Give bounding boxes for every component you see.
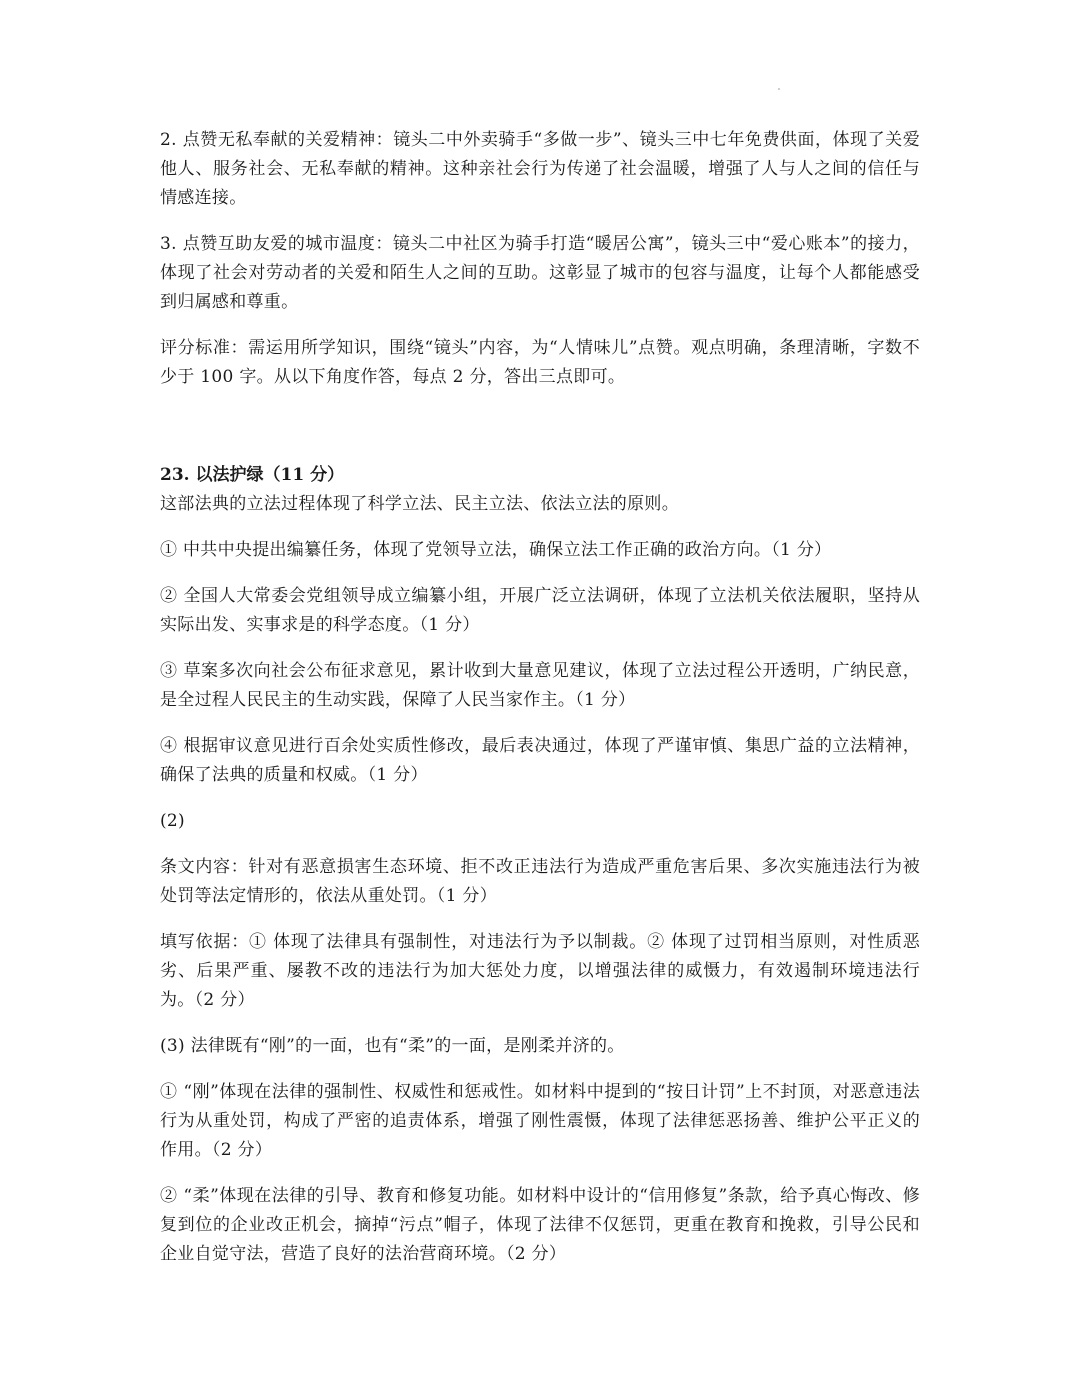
answer-22-item-3: 3. 点赞互助友爱的城市温度：镜头二中社区为骑手打造“暖居公寓”，镜头三中“爱心账本”的接力，体现了社会对劳动者的关爱和陌生人之间的互助。这彰显了城市的包容与温度，让每个人都能感受到归属感和尊重。	[160, 234, 920, 312]
question-23-intro: 这部法典的立法过程体现了科学立法、民主立法、依法立法的原则。	[160, 494, 679, 514]
question-23-part-3-point-1: ① “刚”体现在法律的强制性、权威性和惩戒性。如材料中提到的“按日计罚”上不封顶，对恶意违法行为从重处罚，构成了严密的追责体系，增强了刚性震慑，体现了法律惩恶扬善、维护公平正义的作用。（2 分）	[160, 1082, 920, 1160]
question-23-point-4: ④ 根据审议意见进行百余处实质性修改，最后表决通过，体现了严谨审慎、集思广益的立法精神，确保了法典的质量和权威。（1 分）	[160, 736, 920, 785]
answer-22-item-2: 2. 点赞无私奉献的关爱精神：镜头二中外卖骑手“多做一步”、镜头三中七年免费供面，体现了关爱他人、服务社会、无私奉献的精神。这种亲社会行为传递了社会温暖，增强了人与人之间的信任与情感连接。	[160, 130, 920, 208]
question-23-point-1: ① 中共中央提出编纂任务，体现了党领导立法，确保立法工作正确的政治方向。（1 分）	[160, 540, 832, 560]
answer-22-scoring: 评分标准：需运用所学知识，围绕“镜头”内容，为“人情味儿”点赞。观点明确，条理清晰，字数不少于 100 字。从以下角度作答，每点 2 分，答出三点即可。	[160, 338, 920, 387]
question-23-part-3-intro: (3) 法律既有“刚”的一面，也有“柔”的一面，是刚柔并济的。	[160, 1036, 625, 1056]
question-23-point-2: ② 全国人大常委会党组领导成立编纂小组，开展广泛立法调研，体现了立法机关依法履职，坚持从实际出发、实事求是的科学态度。（1 分）	[160, 586, 920, 635]
question-23-part-3-point-2: ② “柔”体现在法律的引导、教育和修复功能。如材料中设计的“信用修复”条款，给予真心悔改、修复到位的企业改正机会，摘掉“污点”帽子，体现了法律不仅惩罚，更重在教育和挽救，引导公民和企业自觉守法，营造了良好的法治营商环境。（2 分）	[160, 1186, 920, 1264]
document-content	[160, 126, 920, 1269]
question-23-part-2-basis: 填写依据：① 体现了法律具有强制性，对违法行为予以制裁。② 体现了过罚相当原则，对性质恶劣、后果严重、屡教不改的违法行为加大惩处力度，以增强法律的威慑力，有效遏制环境违法行为。（2 分）	[160, 932, 920, 1010]
question-23-heading: 23. 以法护绿（11 分）	[160, 465, 345, 485]
section-gap	[160, 409, 920, 461]
scan-mark	[778, 88, 780, 90]
question-23-point-3: ③ 草案多次向社会公布征求意见，累计收到大量意见建议，体现了立法过程公开透明，广纳民意，是全过程人民民主的生动实践，保障了人民当家作主。（1 分）	[160, 661, 920, 710]
question-23-part-2-content: 条文内容：针对有恶意损害生态环境、拒不改正违法行为造成严重危害后果、多次实施违法行为被处罚等法定情形的，依法从重处罚。（1 分）	[160, 857, 920, 906]
question-23-part-2-label: (2)	[160, 811, 185, 831]
